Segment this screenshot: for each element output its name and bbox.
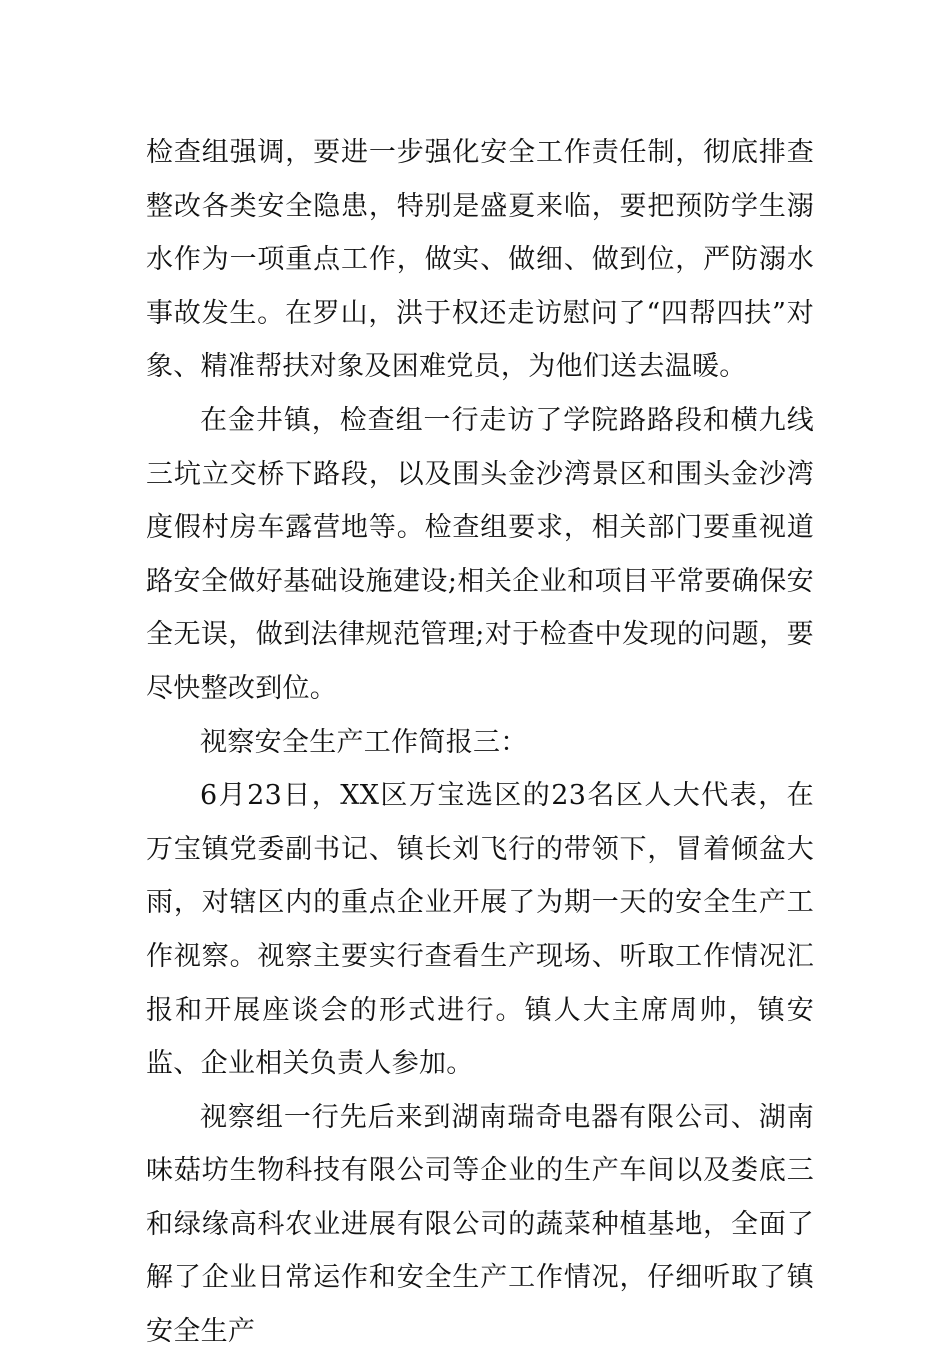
paragraph-4: 视察组一行先后来到湖南瑞奇电器有限公司、湖南味菇坊生物科技有限公司等企业的生产车间以及娄底三和绿缘高科农业进展有限公司的蔬菜种植基地，全面了解了企业日常运作和安全生产工作情况，仔细听取了镇安全生产 [146,1101,814,1348]
section-heading: 视察安全生产工作简报三： [200,726,528,758]
paragraph-2: 在金井镇，检查组一行走访了学院路路段和横九线三坑立交桥下路段，以及围头金沙湾景区和围头金沙湾度假村房车露营地等。检查组要求，相关部门要重视道路安全做好基础设施建设;相关企业和项目平常要确保安全无误，做到法律规范管理;对于检查中发现的问题，要尽快整改到位。 [146,404,814,704]
paragraph-3: 6月23日，XX区万宝选区的23名区人大代表，在万宝镇党委副书记、镇长刘飞行的带领下，冒着倾盆大雨，对辖区内的重点企业开展了为期一天的安全生产工作视察。视察主要实行查看生产现场、听取工作情况汇报和开展座谈会的形式进行。镇人大主席周帅，镇安监、企业相关负责人参加。 [146,780,814,1080]
paragraph-1: 检查组强调，要进一步强化安全工作责任制，彻底排查整改各类安全隐患，特别是盛夏来临，要把预防学生溺水作为一项重点工作，做实、做细、做到位，严防溺水事故发生。在罗山，洪于权还走访慰问了“四帮四扶”对象、精准帮扶对象及困难党员，为他们送去温暖。 [146,137,814,383]
